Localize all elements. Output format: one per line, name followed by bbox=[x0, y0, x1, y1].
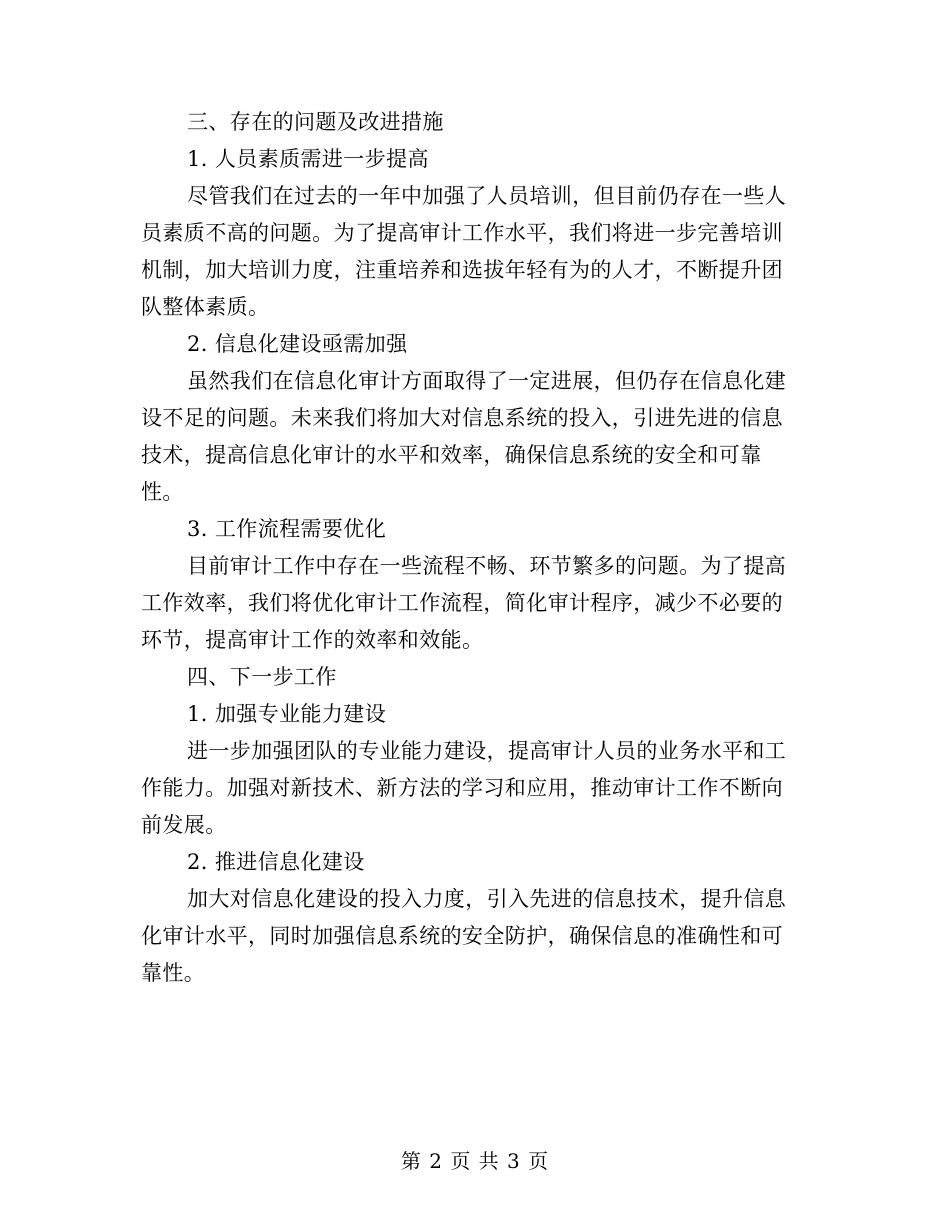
paragraph-line: 目前审计工作中存在一些流程不畅、环节繁多的问题。为了提高 bbox=[187, 554, 787, 578]
subsection-title-professional-capacity: 1. 加强专业能力建设 bbox=[187, 702, 387, 726]
paragraph-line: 技术，提高信息化审计的水平和效率，确保信息系统的安全和可靠 bbox=[141, 443, 762, 467]
paragraph-line: 加大对信息化建设的投入力度，引入先进的信息技术，提升信息 bbox=[187, 887, 787, 911]
paragraph-line: 尽管我们在过去的一年中加强了人员培训，但目前仍存在一些人 bbox=[187, 184, 787, 208]
paragraph-line: 作能力。加强对新技术、新方法的学习和应用，推动审计工作不断向 bbox=[141, 776, 783, 800]
subsection-title-informatization: 2. 信息化建设亟需加强 bbox=[187, 332, 408, 356]
paragraph-line: 队整体素质。 bbox=[141, 295, 270, 319]
paragraph-promote-informatization bbox=[141, 881, 806, 992]
paragraph-professional-capacity bbox=[141, 733, 806, 844]
paragraph-line: 靠性。 bbox=[141, 961, 206, 985]
paragraph-line: 虽然我们在信息化审计方面取得了一定进展，但仍存在信息化建 bbox=[187, 369, 787, 393]
paragraph-line: 员素质不高的问题。为了提高审计工作水平，我们将进一步完善培训 bbox=[141, 221, 783, 245]
paragraph-line: 环节，提高审计工作的效率和效能。 bbox=[141, 628, 484, 652]
subsection-title-workflow: 3. 工作流程需要优化 bbox=[187, 517, 387, 541]
subsection-title-staff-quality: 1. 人员素质需进一步提高 bbox=[187, 147, 429, 171]
paragraph-line: 进一步加强团队的专业能力建设，提高审计人员的业务水平和工 bbox=[187, 739, 787, 763]
subsection-title-promote-informatization: 2. 推进信息化建设 bbox=[187, 850, 365, 874]
paragraph-line: 机制，加大培训力度，注重培养和选拔年轻有为的人才，不断提升团 bbox=[141, 258, 783, 282]
page-number-footer: 第 2 页 共 3 页 bbox=[400, 1149, 550, 1173]
paragraph-informatization bbox=[141, 363, 806, 511]
paragraph-workflow bbox=[141, 548, 806, 659]
paragraph-line: 工作效率，我们将优化审计工作流程，简化审计程序，减少不必要的 bbox=[141, 591, 783, 615]
paragraph-line: 前发展。 bbox=[141, 813, 227, 837]
section-heading-problems: 三、存在的问题及改进措施 bbox=[187, 110, 444, 134]
section-heading-next-steps: 四、下一步工作 bbox=[187, 665, 337, 689]
paragraph-staff-quality bbox=[141, 178, 806, 326]
document-body bbox=[141, 104, 806, 992]
paragraph-line: 性。 bbox=[141, 480, 184, 504]
paragraph-line: 设不足的问题。未来我们将加大对信息系统的投入，引进先进的信息 bbox=[141, 406, 783, 430]
paragraph-line: 化审计水平，同时加强信息系统的安全防护，确保信息的准确性和可 bbox=[141, 924, 783, 948]
